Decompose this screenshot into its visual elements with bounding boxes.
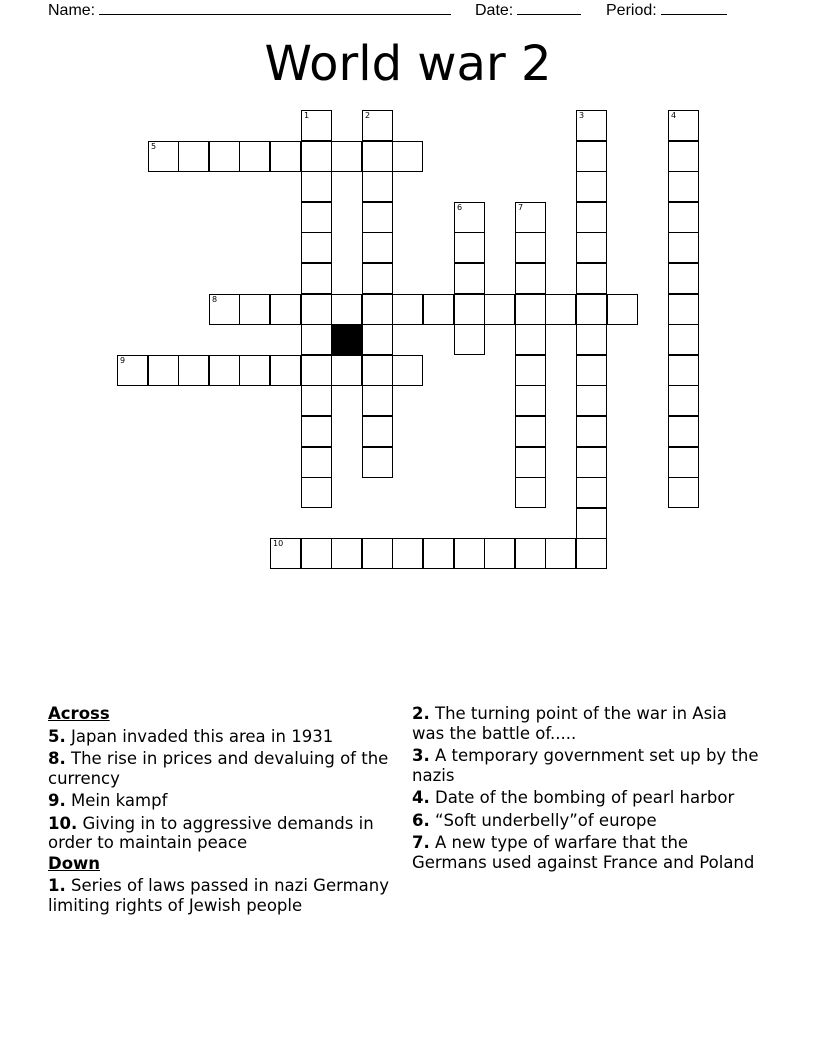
across-heading: Across xyxy=(48,704,110,723)
grid-cell[interactable] xyxy=(668,294,699,325)
clue-across-9 xyxy=(48,791,398,811)
grid-cell[interactable] xyxy=(668,110,699,141)
grid-cell[interactable] xyxy=(576,538,607,569)
grid-cell[interactable] xyxy=(117,355,148,386)
clue-number: 6. xyxy=(412,810,430,830)
clue-number: 3. xyxy=(412,746,430,765)
grid-cell[interactable] xyxy=(362,202,393,233)
grid-cell[interactable] xyxy=(301,294,332,325)
cell-number: 3 xyxy=(579,111,585,120)
grid-cell[interactable] xyxy=(301,416,332,447)
grid-cell[interactable] xyxy=(515,263,546,294)
grid-cell[interactable] xyxy=(515,355,546,386)
grid-cell[interactable] xyxy=(454,538,485,569)
period-field xyxy=(606,0,727,20)
grid-cell[interactable] xyxy=(362,232,393,263)
clue-down-7 xyxy=(412,833,762,872)
grid-cell[interactable] xyxy=(454,202,485,233)
grid-cell[interactable] xyxy=(454,263,485,294)
grid-cell[interactable] xyxy=(331,141,362,172)
clue-number: 2. xyxy=(412,704,430,723)
puzzle-title: World war 2 xyxy=(264,36,552,92)
clue-text: Giving in to aggressive demands in order to maintain peace xyxy=(48,813,374,852)
grid-cell[interactable] xyxy=(515,416,546,447)
cell-number: 10 xyxy=(273,539,284,548)
grid-cell[interactable] xyxy=(301,447,332,478)
grid-cell[interactable] xyxy=(362,416,393,447)
grid-cell[interactable] xyxy=(668,324,699,355)
grid-cell[interactable] xyxy=(668,202,699,233)
grid-cell[interactable] xyxy=(209,294,240,325)
grid-cell[interactable] xyxy=(576,232,607,263)
grid-cell[interactable] xyxy=(576,324,607,355)
grid-cell[interactable] xyxy=(668,385,699,416)
clue-text: A temporary government set up by the nazis xyxy=(412,746,759,785)
grid-cell[interactable] xyxy=(362,324,393,355)
clue-text: Series of laws passed in nazi Germany limiting rights of Jewish people xyxy=(48,876,389,915)
period-label: Period: xyxy=(606,2,657,19)
grid-cell[interactable] xyxy=(545,538,576,569)
period-blank[interactable] xyxy=(661,0,727,15)
date-blank[interactable] xyxy=(517,0,581,15)
grid-cell[interactable] xyxy=(515,447,546,478)
grid-cell[interactable] xyxy=(362,171,393,202)
name-field xyxy=(48,0,451,20)
grid-cell[interactable] xyxy=(331,538,362,569)
name-label: Name: xyxy=(48,2,96,19)
clue-down-6 xyxy=(412,811,762,831)
clue-number: 7. xyxy=(412,833,430,852)
grid-cell[interactable] xyxy=(423,294,454,325)
grid-cell[interactable] xyxy=(668,141,699,172)
grid-cell[interactable] xyxy=(362,538,393,569)
clue-down-2 xyxy=(412,704,762,743)
grid-cell[interactable] xyxy=(239,294,270,325)
grid-cell[interactable] xyxy=(239,141,270,172)
grid-cell[interactable] xyxy=(668,355,699,386)
grid-cell[interactable] xyxy=(576,416,607,447)
clue-down-4 xyxy=(412,788,762,808)
grid-cell[interactable] xyxy=(576,294,607,325)
grid-cell[interactable] xyxy=(301,263,332,294)
date-field xyxy=(475,0,581,20)
grid-cell[interactable] xyxy=(515,294,546,325)
cell-number: 5 xyxy=(151,142,157,151)
grid-cell[interactable] xyxy=(576,263,607,294)
cell-number: 4 xyxy=(671,111,677,120)
grid-cell[interactable] xyxy=(576,508,607,539)
clue-text: The rise in prices and devaluing of the currency xyxy=(48,749,389,788)
clue-text: The turning point of the war in Asia was the battle of..... xyxy=(412,704,727,743)
grid-cell[interactable] xyxy=(484,538,515,569)
clue-text: Mein kampf xyxy=(65,791,168,810)
clue-number: 9. xyxy=(48,791,66,810)
name-blank[interactable] xyxy=(99,0,451,15)
grid-cell[interactable] xyxy=(576,110,607,141)
grid-cell[interactable] xyxy=(301,355,332,386)
grid-cell[interactable] xyxy=(668,171,699,202)
grid-cell[interactable] xyxy=(178,355,209,386)
grid-cell[interactable] xyxy=(576,202,607,233)
grid-cell[interactable] xyxy=(668,447,699,478)
clues-right-column xyxy=(412,703,762,872)
grid-cell[interactable] xyxy=(362,294,393,325)
cell-number: 2 xyxy=(365,111,371,120)
grid-cell[interactable] xyxy=(515,538,546,569)
student-info-header xyxy=(48,0,768,20)
across-clue-list xyxy=(48,727,398,853)
grid-cell[interactable] xyxy=(668,232,699,263)
grid-cell[interactable] xyxy=(607,294,638,325)
grid-cell[interactable] xyxy=(362,385,393,416)
grid-cell[interactable] xyxy=(576,171,607,202)
grid-cell[interactable] xyxy=(515,232,546,263)
grid-cell[interactable] xyxy=(392,538,423,569)
cell-number: 7 xyxy=(518,203,524,212)
grid-cell[interactable] xyxy=(270,294,301,325)
grid-cell[interactable] xyxy=(178,141,209,172)
clue-number: 10. xyxy=(48,813,78,833)
clue-across-5 xyxy=(48,727,398,747)
grid-cell[interactable] xyxy=(362,141,393,172)
grid-cell[interactable] xyxy=(545,294,576,325)
clue-text: “Soft underbelly”of europe xyxy=(429,810,657,830)
grid-cell[interactable] xyxy=(454,324,485,355)
grid-cell[interactable] xyxy=(576,477,607,508)
grid-cell[interactable] xyxy=(331,355,362,386)
clue-number: 8. xyxy=(48,749,66,768)
grid-cell[interactable] xyxy=(392,141,423,172)
grid-cell[interactable] xyxy=(301,141,332,172)
date-label: Date: xyxy=(475,2,514,19)
grid-cell[interactable] xyxy=(301,202,332,233)
grid-cell[interactable] xyxy=(331,294,362,325)
clue-across-8 xyxy=(48,749,398,788)
grid-cell[interactable] xyxy=(576,447,607,478)
grid-cell[interactable] xyxy=(515,324,546,355)
grid-cell[interactable] xyxy=(423,538,454,569)
clue-number: 4. xyxy=(412,788,430,807)
grid-cell[interactable] xyxy=(668,477,699,508)
clue-text: Date of the bombing of pearl harbor xyxy=(429,788,735,807)
grid-cell[interactable] xyxy=(362,447,393,478)
grid-cell[interactable] xyxy=(301,538,332,569)
grid-cell[interactable] xyxy=(515,202,546,233)
clue-across-10 xyxy=(48,814,398,853)
grid-cell[interactable] xyxy=(576,141,607,172)
clues-left-column xyxy=(48,703,398,915)
grid-cell[interactable] xyxy=(270,355,301,386)
grid-cell[interactable] xyxy=(301,110,332,141)
grid-cell[interactable] xyxy=(668,263,699,294)
clue-text: Japan invaded this area in 1931 xyxy=(65,726,334,746)
grid-cell[interactable] xyxy=(301,385,332,416)
grid-cell[interactable] xyxy=(392,294,423,325)
grid-cell[interactable] xyxy=(362,110,393,141)
clue-number: 5. xyxy=(48,726,66,746)
grid-cell[interactable] xyxy=(484,294,515,325)
grid-cell[interactable] xyxy=(239,355,270,386)
cell-number: 9 xyxy=(120,356,126,365)
grid-cell[interactable] xyxy=(668,416,699,447)
grid-cell[interactable] xyxy=(148,355,179,386)
grid-cell[interactable] xyxy=(515,385,546,416)
clue-number: 1. xyxy=(48,876,66,895)
grid-cell[interactable] xyxy=(270,538,301,569)
grid-cell[interactable] xyxy=(576,385,607,416)
clue-down-3 xyxy=(412,746,762,785)
grid-cell[interactable] xyxy=(209,141,240,172)
grid-cell[interactable] xyxy=(301,232,332,263)
black-cell xyxy=(331,324,362,355)
grid-cell[interactable] xyxy=(209,355,240,386)
grid-cell[interactable] xyxy=(148,141,179,172)
grid-cell[interactable] xyxy=(515,477,546,508)
grid-cell[interactable] xyxy=(301,324,332,355)
grid-cell[interactable] xyxy=(454,294,485,325)
clue-text: A new type of warfare that the Germans used against France and Poland xyxy=(412,833,755,872)
grid-cell[interactable] xyxy=(362,355,393,386)
grid-cell[interactable] xyxy=(301,171,332,202)
cell-number: 6 xyxy=(457,203,463,212)
grid-cell[interactable] xyxy=(454,232,485,263)
clue-down-1 xyxy=(48,876,398,915)
grid-cell[interactable] xyxy=(362,263,393,294)
cell-number: 8 xyxy=(212,295,218,304)
cell-number: 1 xyxy=(304,111,310,120)
grid-cell[interactable] xyxy=(270,141,301,172)
grid-cell[interactable] xyxy=(301,477,332,508)
down-heading: Down xyxy=(48,853,101,873)
grid-cell[interactable] xyxy=(576,355,607,386)
grid-cell[interactable] xyxy=(392,355,423,386)
